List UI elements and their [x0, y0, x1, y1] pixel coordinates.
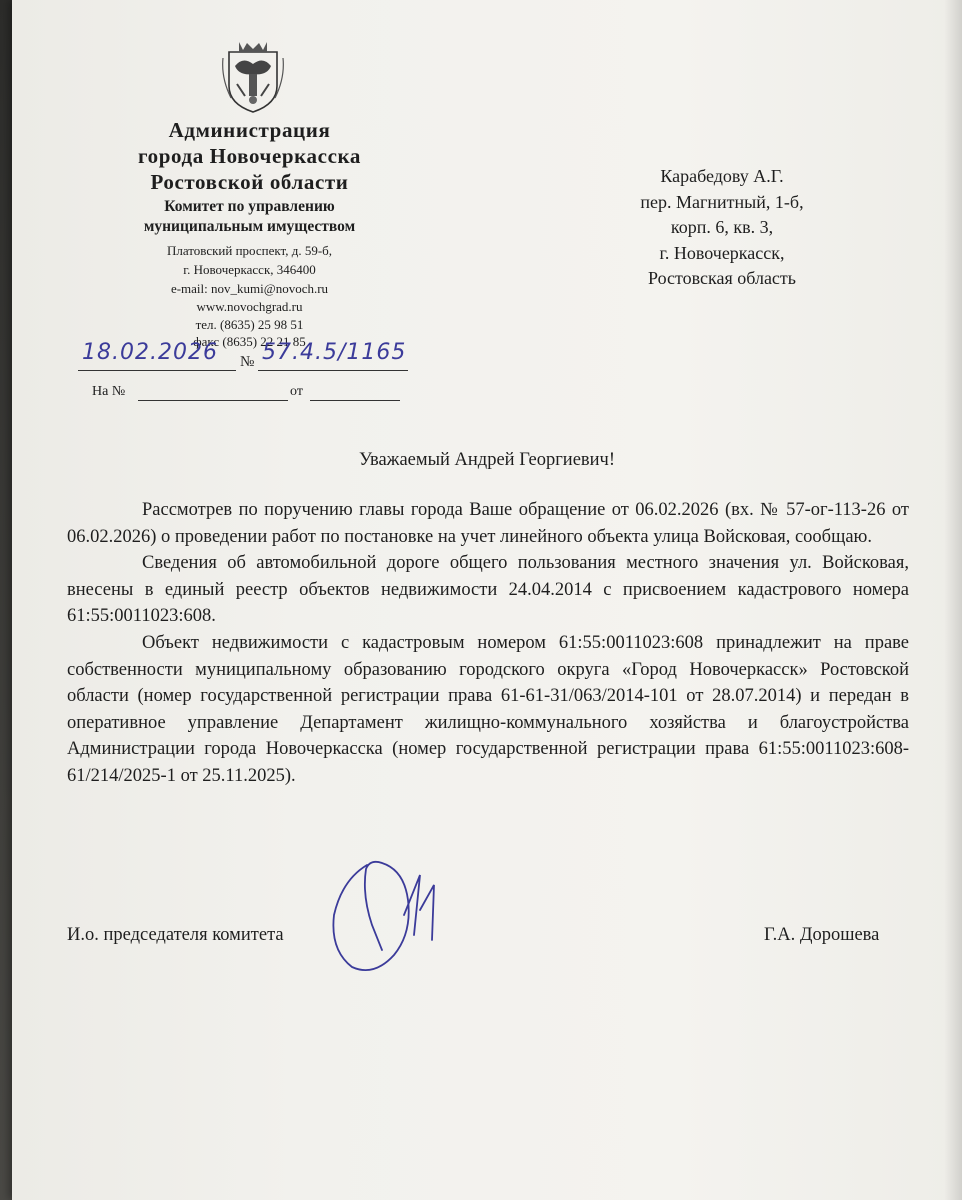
org-city: г. Новочеркасск, 346400 — [183, 262, 316, 277]
recipient-name: Карабедову А.Г. — [660, 166, 784, 186]
org-website: www.novochgrad.ru — [196, 299, 303, 314]
date-underline — [78, 370, 236, 371]
recipient-city: г. Новочеркасск, — [659, 243, 785, 263]
signer-name: Г.А. Дорошева — [764, 925, 880, 945]
org-name-line2: города Новочеркасска — [138, 144, 361, 168]
letter-page — [12, 0, 962, 1200]
org-email: e-mail: nov_kumi@novoch.ru — [170, 281, 329, 296]
letter-body — [67, 497, 909, 790]
registration-number: 57.4.5/1165 — [262, 340, 407, 365]
paragraph-1: Рассмотрев по поручению главы города Ваше обращение от 06.02.2026 (вх. № 57-ог-113-26 от 06.02.2026) о проведении работ по постановке на учет линейного объекта улица Войсковая, сообщаю. — [67, 500, 909, 547]
reference-underline — [138, 400, 288, 401]
recipient-building: корп. 6, кв. 3, — [670, 217, 774, 237]
from-underline — [310, 400, 400, 401]
org-phone: тел. (8635) 25 98 51 — [195, 317, 304, 332]
dept-name-line2: муниципальным имуществом — [143, 218, 356, 235]
greeting: Уважаемый Андрей Георгиевич! — [358, 450, 616, 470]
org-name-line1: Администрация — [168, 118, 331, 142]
registration-date: 18.02.2026 — [82, 340, 218, 365]
handwritten-signature — [312, 855, 452, 980]
number-label: № — [240, 354, 255, 370]
org-fax: факс (8635) 22 21 85 — [193, 334, 306, 349]
reference-label: На № — [92, 384, 126, 399]
recipient-street: пер. Магнитный, 1-б, — [640, 192, 804, 212]
number-underline — [258, 370, 408, 371]
org-name-line3: Ростовской области — [150, 170, 349, 194]
paragraph-3: Объект недвижимости с кадастровым номером 61:55:0011023:608 принадлежит на праве собственности муниципальному образованию городского округа «Город Новочеркасск» Ростовской области (номер государственной регистрации права 61-61-31/063/2014-101 от 28.07.2014) и передан в оперативное управление Департамент жилищно-коммунального хозяйства и благоустройства Администрации города Новочеркасска (номер государственной регистрации права 61:55:0011023:608-61/214/2025-1 от 25.11.2025). — [67, 632, 909, 786]
dept-name-line1: Комитет по управлению — [164, 198, 335, 215]
coat-of-arms-emblem — [221, 38, 285, 114]
paragraph-2: Сведения об автомобильной дороге общего пользования местного значения ул. Войсковая, внесены в единый реестр объектов недвижимости 24.04.2014 с присвоением кадастрового номера 61:55:0011023:608. — [67, 553, 909, 627]
signer-position: И.о. председателя комитета — [67, 925, 284, 945]
recipient-region: Ростовская область — [648, 268, 796, 288]
from-label: от — [290, 384, 303, 399]
org-address: Платовский проспект, д. 59-б, — [166, 243, 333, 258]
